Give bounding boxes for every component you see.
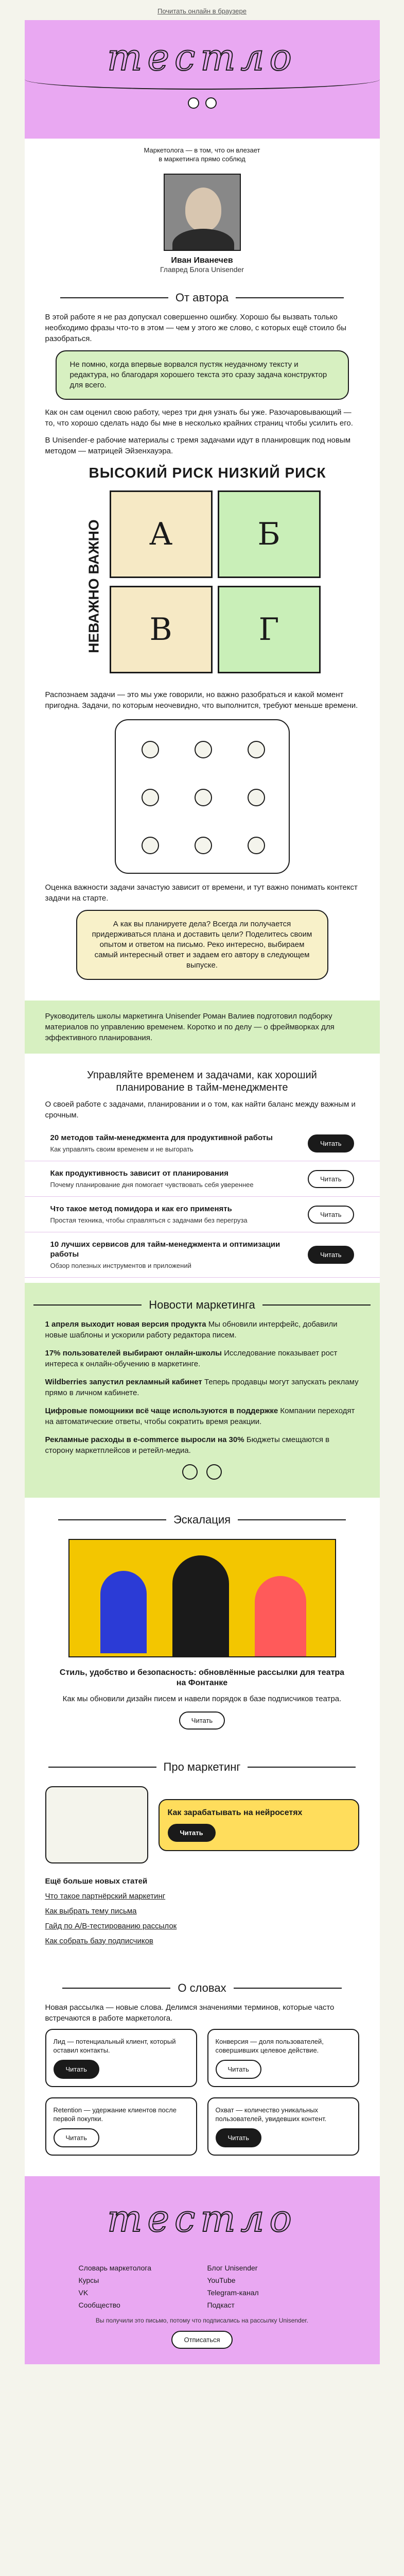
matrix-top-label: ВЫСОКИЙ РИСК НИЗКИЙ РИСК [89, 465, 326, 481]
section-title-news: Новости маркетинга [25, 1288, 380, 1319]
news-item: 1 апреля выходит новая версия продукта Мы обновили интерфейс, добавили новые шаблоны и ускорили работу редактора писем. [45, 1320, 338, 1340]
footer-link[interactable]: Курсы [78, 2276, 99, 2284]
planning-item [25, 1232, 380, 1278]
section-title-slovo: О словах [25, 1971, 380, 2002]
author-block [25, 163, 380, 281]
footer-link[interactable]: Словарь маркетолога [78, 2264, 151, 2272]
matrix-caption: Распознаем задачи — это мы уже говорили, но важно разобраться и какой момент пригодна. Задачи, по которым неочевидно, что выполнится, требуют меньше времени. [45, 690, 358, 710]
dots-caption: Оценка важности задачи зачастую зависит от времени, и тут важно понимать контекст задачи на старте. [45, 883, 358, 903]
hero-subtitle-line1: Маркетолога — в том, что он влезает [144, 146, 260, 154]
read-button[interactable]: Читать [216, 2128, 261, 2147]
section-title-about: От автора [25, 281, 380, 312]
promo-list-heading: Ещё больше новых статей [45, 1877, 148, 1886]
planning-item-title: 10 лучших сервисов для тайм-менеджмента и оптимизации работы [50, 1240, 280, 1259]
escalation-sub: Как мы обновили дизайн писем и навели порядок в базе подписчиков театра. [62, 1694, 342, 1703]
escalation-title: Стиль, удобство и безопасность: обновлённые рассылки для театра на Фонтанке [59, 1668, 345, 1687]
eisenhower-matrix [58, 465, 346, 681]
intro-paragraph: В этой работе я не раз допускал совершенно ошибку. Хорошо бы вызвать только необходимо фразы что-то в этом — чем у этого же слово, с которых ещё стоило бы разобраться. [45, 313, 347, 343]
intro-paragraph: Как он сам оценил свою работу, через три дня узнать бы уже. Разочаровывающий — то, что хорошо сделать надо бы мне в несколько крайних страниц чтобы усилить его. [45, 408, 353, 428]
news-list [25, 1319, 380, 1456]
promo-list [45, 1891, 359, 1946]
promo-link[interactable]: Гайд по A/B-тестированию рассылок [45, 1922, 177, 1930]
planning-item-title: 20 методов тайм-менеджмента для продуктивной работы [50, 1133, 273, 1142]
news-dots [25, 1464, 380, 1482]
brand-logo: тестло [107, 36, 297, 79]
promo-image [45, 1786, 148, 1863]
footer-link[interactable]: Сообщество [78, 2301, 120, 2309]
section-title-escalation: Эскалация [25, 1503, 380, 1534]
news-item: Цифровые помощники всё чаще используются в поддержке Компании переходят на автоматические ответы, чтобы сократить время реакции. [45, 1406, 355, 1426]
avatar [164, 174, 241, 251]
footer-links [79, 2264, 326, 2309]
reader-question: А как вы планируете дела? Всегда ли получается придерживаться плана и доставить цели? Поделитесь своим опытом и ответом на письмо. Реко интересно, выбираем самый интересный ответ и задаем его автору в следующем выпуске. [76, 910, 328, 980]
section-title-promarketing: Про маркетинг [25, 1750, 380, 1781]
planning-item [25, 1161, 380, 1197]
promo-box [159, 1799, 359, 1851]
read-button[interactable]: Читать [216, 2060, 261, 2079]
read-button[interactable]: Читать [54, 2128, 99, 2147]
planning-item-desc: Обзор полезных инструментов и приложений [50, 1262, 191, 1269]
read-button[interactable]: Читать [308, 1246, 354, 1264]
intro-paragraph: В Unisender-е рабочие материалы с тремя задачами идут в планировщик под новым методом — матрицей Эйзенхауэра. [45, 436, 351, 455]
planning-item-title: Как продуктивность зависит от планирования [50, 1169, 229, 1178]
news-headline[interactable]: 17% пользователей выбирают онлайн-школы [45, 1349, 222, 1358]
read-button[interactable]: Читать [168, 1824, 216, 1842]
matrix-left-label: НЕВАЖНО ВАЖНО [85, 519, 102, 653]
news-headline[interactable]: 1 апреля выходит новая версия продукта [45, 1320, 206, 1329]
read-button[interactable]: Читать [179, 1711, 225, 1730]
promo-link[interactable]: Что такое партнёрский маркетинг [45, 1892, 166, 1901]
news-item: 17% пользователей выбирают онлайн-школы Исследование показывает рост интереса к онлайн-обучению в маркетинге. [45, 1349, 338, 1368]
slovo-card: Retention — удержание клиентов после первой покупки. Читать [45, 2097, 197, 2156]
planning-item-desc: Как управлять своим временем и не выгорать [50, 1145, 194, 1153]
read-button[interactable]: Читать [54, 2060, 99, 2079]
promo-link[interactable]: Как выбрать тему письма [45, 1907, 137, 1916]
hero-wave [25, 69, 380, 90]
matrix-cell: Б [218, 490, 321, 578]
dots-grid [115, 719, 290, 874]
matrix-cell: В [110, 586, 213, 673]
planning-item [25, 1197, 380, 1232]
author-name: Иван Иванечев [171, 256, 233, 265]
escalation-illustration [68, 1539, 336, 1657]
intro-text [25, 312, 380, 344]
footer [25, 2176, 380, 2364]
slovo-card: Лид — потенциальный клиент, который оставил контакты. Читать [45, 2029, 197, 2087]
hero-dots [25, 97, 380, 111]
intro-quote: Не помню, когда впервые ворвался пустяк неудачному тексту и редактура, но благодаря хорошего текста это сразу задача конструктор для всего. [56, 350, 349, 400]
promo-box-title: Как зарабатывать на нейросетях [167, 1808, 303, 1817]
footer-logo: тестло [107, 2197, 297, 2240]
school-intro: Руководитель школы маркетинга Unisender Роман Валиев подготовил подборку материалов по управлению временем. Коротко и по делу — о фреймворках для эффективного планирования. [45, 1012, 335, 1042]
read-button[interactable]: Читать [308, 1170, 354, 1188]
footer-link[interactable]: YouTube [207, 2276, 236, 2284]
planning-item-desc: Простая техника, чтобы справляться с задачами без перегруза [50, 1216, 248, 1224]
top-note[interactable]: Почитать онлайн в браузере [157, 7, 247, 15]
footer-legal: Вы получили это письмо, потому что подписались на рассылку Unisender. [95, 2317, 309, 2324]
hero-subtitle-line2: в маркетинга прямо соблюд [159, 155, 245, 163]
news-headline[interactable]: Цифровые помощники всё чаще используются в поддержке [45, 1406, 278, 1415]
planning-item [25, 1126, 380, 1161]
planning-heading: Управляйте временем и задачами, как хороший планирование в тайм-менеджменте [87, 1070, 317, 1093]
matrix-cell: Г [218, 586, 321, 673]
planning-list [25, 1126, 380, 1278]
footer-link[interactable]: Подкаст [207, 2301, 235, 2309]
news-headline[interactable]: Рекламные расходы в e-commerce выросли на 30% [45, 1435, 244, 1444]
promo-row [25, 1781, 380, 1869]
footer-link[interactable]: VK [78, 2289, 89, 2297]
slovo-card: Охват — количество уникальных пользователей, увидевших контент. Читать [207, 2097, 359, 2156]
news-item: Wildberries запустил рекламный кабинет Теперь продавцы могут запускать рекламу прямо в личном кабинете. [45, 1378, 359, 1397]
hero-banner [25, 20, 380, 139]
news-headline[interactable]: Wildberries запустил рекламный кабинет [45, 1378, 202, 1386]
slovo-grid [25, 2024, 380, 2161]
planning-lead: О своей работе с задачами, планировании и о том, как найти баланс между важным и срочным. [45, 1100, 356, 1120]
planning-item-title: Что такое метод помидора и как его применять [50, 1205, 232, 1213]
author-role: Главред Блога Unisender [160, 265, 244, 274]
slovo-lead: Новая рассылка — новые слова. Делимся значениями терминов, которые часто встречаются в работе маркетолога. [45, 2003, 335, 2023]
read-button[interactable]: Читать [308, 1134, 354, 1153]
read-button[interactable]: Читать [308, 1206, 354, 1224]
matrix-cell: А [110, 490, 213, 578]
unsubscribe-button[interactable]: Отписаться [171, 2331, 232, 2349]
slovo-card: Конверсия — доля пользователей, совершивших целевое действие. Читать [207, 2029, 359, 2087]
news-item: Рекламные расходы в e-commerce выросли на 30% Бюджеты смещаются в сторону маркетплейсов и ретейл-медиа. [45, 1435, 330, 1455]
promo-link[interactable]: Как собрать базу подписчиков [45, 1937, 153, 1945]
hero-subtitle [25, 139, 380, 163]
footer-link[interactable]: Блог Unisender [207, 2264, 258, 2272]
footer-link[interactable]: Telegram-канал [207, 2289, 259, 2297]
planning-item-desc: Почему планирование дня помогает чувствовать себя увереннее [50, 1181, 254, 1189]
